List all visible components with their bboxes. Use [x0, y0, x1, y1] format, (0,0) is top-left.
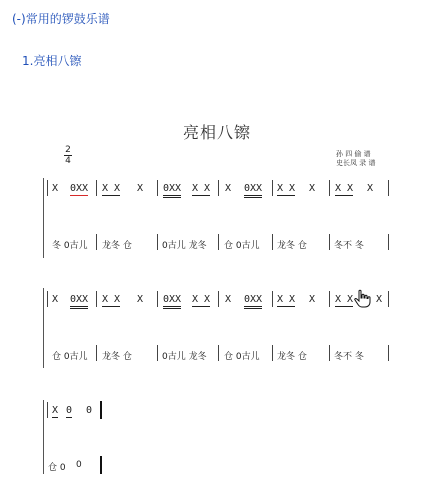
barline: [157, 345, 158, 361]
barline: [272, 180, 273, 196]
barline: [47, 180, 48, 196]
system-bracket: [43, 400, 44, 474]
final-barline: [100, 401, 102, 419]
note: 0: [66, 405, 73, 416]
barline: [329, 180, 330, 196]
barline: [272, 345, 273, 361]
barline: [157, 234, 158, 250]
subsection-heading: 1.亮相八镲: [22, 54, 82, 68]
note: X X: [277, 294, 296, 305]
barline: [47, 402, 48, 418]
note: X: [367, 183, 374, 194]
lyric: 龙冬 仓: [277, 241, 307, 251]
note: X: [52, 183, 59, 194]
barline: [218, 180, 219, 196]
barline: [272, 291, 273, 307]
barline: [96, 234, 97, 250]
note: X X: [335, 294, 354, 305]
barline: [388, 345, 389, 361]
note: X X: [277, 183, 296, 194]
barline: [157, 291, 158, 307]
lyric: 冬不 冬: [334, 352, 364, 362]
time-signature: [63, 145, 73, 166]
note: X X: [102, 294, 121, 305]
note: 0: [86, 405, 93, 416]
note: 0XX: [163, 183, 181, 198]
barline: [218, 291, 219, 307]
lyric: 仓 0古儿: [224, 352, 260, 362]
credit-line: 孙 四 偷 谱: [336, 150, 371, 158]
note: X: [137, 183, 144, 194]
hand-cursor-icon: [352, 289, 372, 309]
score-credits: [336, 150, 375, 168]
barline: [96, 291, 97, 307]
note: X: [137, 294, 144, 305]
note: X: [309, 183, 316, 194]
lyric: 0古儿 龙冬: [162, 241, 207, 251]
note: X X: [192, 294, 211, 305]
lyric: 龙冬 仓: [102, 352, 132, 362]
barline: [96, 345, 97, 361]
lyric: 0古儿 龙冬: [162, 352, 207, 362]
barline: [218, 345, 219, 361]
time-signature-top: 2: [65, 145, 71, 155]
time-signature-bottom: 4: [65, 156, 71, 166]
lyric: 仓 0: [48, 463, 66, 473]
final-barline: [100, 456, 102, 474]
note: X: [225, 294, 232, 305]
barline: [157, 180, 158, 196]
system-bracket: [43, 288, 44, 368]
lyric: 冬 0古儿: [52, 241, 88, 251]
barline: [388, 291, 389, 307]
barline: [218, 234, 219, 250]
note: 0XX: [244, 183, 262, 198]
lyric: 仓 0古儿: [224, 241, 260, 251]
score-title: 亮相八镲: [182, 123, 251, 142]
lyric: 仓 0古儿: [52, 352, 88, 362]
barline: [329, 234, 330, 250]
note: X: [52, 294, 59, 305]
lyric: 0: [76, 460, 82, 470]
note: X X: [192, 183, 211, 194]
note: 0XX: [70, 294, 88, 309]
barline: [329, 291, 330, 307]
note: X X: [102, 183, 121, 194]
note: 0XX: [244, 294, 262, 309]
barline: [272, 234, 273, 250]
note: X: [376, 294, 383, 305]
lyric: 冬不 冬: [334, 241, 364, 251]
system-bracket: [43, 178, 44, 258]
note: X X: [335, 183, 354, 194]
lyric: 龙冬 仓: [277, 352, 307, 362]
lyric: 龙冬 仓: [102, 241, 132, 251]
note: X: [225, 183, 232, 194]
barline: [388, 180, 389, 196]
credit-line: 史长凤 录 谱: [336, 159, 376, 167]
barline: [47, 291, 48, 307]
note: X: [309, 294, 316, 305]
note: 0XX: [70, 183, 89, 194]
barline: [96, 180, 97, 196]
note: X: [52, 405, 59, 416]
note: 0XX: [163, 294, 181, 309]
section-heading: (-)常用的锣鼓乐谱: [12, 12, 110, 26]
barline: [329, 345, 330, 361]
barline: [388, 234, 389, 250]
